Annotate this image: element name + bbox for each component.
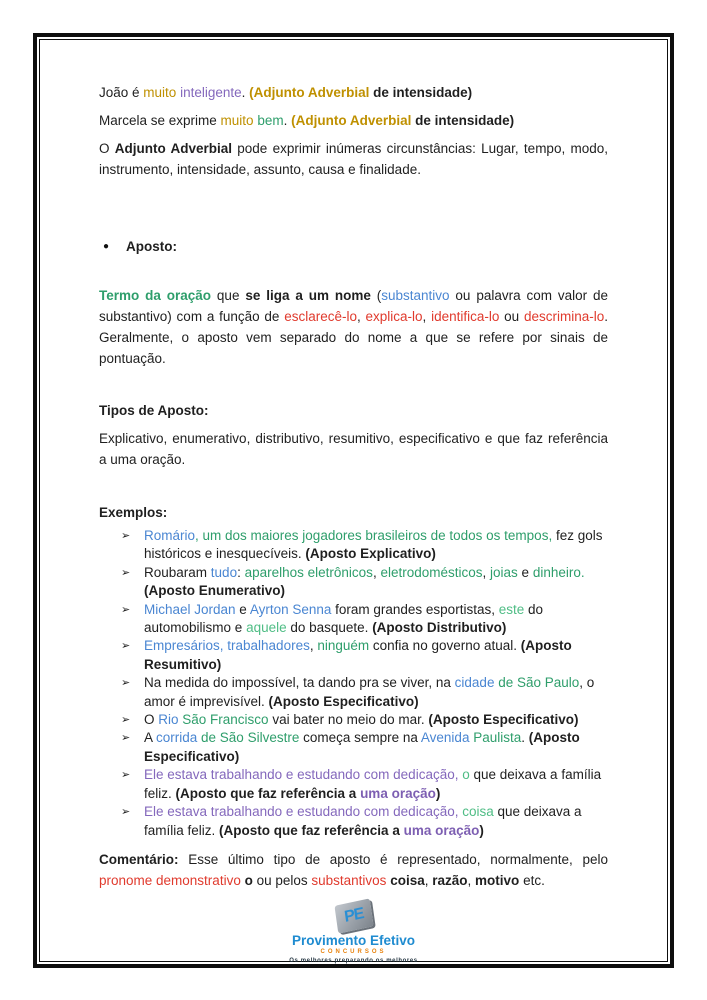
text-segment: . Geralmente, o aposto vem separado do nome a que se refere por sinais de pontuação. xyxy=(99,309,608,366)
text-segment: aquele xyxy=(246,620,287,636)
logo-brand-name: Provimento Efetivo xyxy=(291,932,416,948)
text-segment: ou pelos xyxy=(252,872,312,888)
text-segment: ou xyxy=(499,309,524,324)
text-segment: Esse último tipo de aposto é representado, normalmente, pelo xyxy=(178,851,608,867)
logo-subtitle: CONCURSOS xyxy=(320,948,387,955)
text-segment: Romário xyxy=(144,528,196,543)
text-segment: (Aposto Enumerativo) xyxy=(144,583,286,599)
text-segment: eletrodomésticos xyxy=(380,564,483,580)
text-segment: (Aposto que faz referência a xyxy=(219,822,404,838)
arrow-bullet-icon: ➢ xyxy=(121,714,131,727)
text-segment: que deixava a família feliz. xyxy=(144,767,602,801)
text-segment: dinheiro. xyxy=(532,564,585,580)
example-text xyxy=(144,527,608,564)
text-segment: (Adjunto Adverbial xyxy=(249,85,370,100)
text-segment: São Francisco xyxy=(178,712,269,728)
text-segment: Rio xyxy=(158,712,179,728)
text-segment: este xyxy=(498,601,525,617)
text-segment: de intensidade) xyxy=(411,113,515,128)
text-segment: Avenida xyxy=(420,730,470,746)
text-segment: esclarecê-lo xyxy=(284,309,357,324)
text-segment: fez gols históricos e inesquecíveis. xyxy=(144,528,603,562)
arrow-bullet-icon: ➢ xyxy=(121,806,131,819)
arrow-bullet-icon: ➢ xyxy=(121,566,131,579)
text-segment: pronome demonstrativo xyxy=(99,872,241,888)
text-segment: (Aposto Resumitivo) xyxy=(144,638,572,672)
text-segment: , xyxy=(467,872,476,888)
text-segment: coisa xyxy=(390,872,425,888)
text-segment: de São Silvestre xyxy=(197,730,300,746)
text-segment: joias xyxy=(490,564,518,580)
examples-list xyxy=(99,527,608,840)
paragraph-joao xyxy=(99,82,608,103)
arrow-bullet-icon: ➢ xyxy=(121,530,131,542)
text-segment: coisa xyxy=(462,804,494,820)
heading-exemplos: Exemplos: xyxy=(99,505,168,520)
text-segment: etc. xyxy=(519,872,545,888)
text-segment: explica-lo xyxy=(365,309,423,324)
text-segment: tudo xyxy=(210,564,238,580)
example-text xyxy=(144,766,608,803)
text-segment: motivo xyxy=(475,872,520,888)
text-segment: : xyxy=(237,564,245,580)
text-segment: Roubaram xyxy=(144,564,211,580)
text-segment: Termo da oração xyxy=(99,288,212,303)
text-segment: confia no governo atual. xyxy=(369,638,521,654)
example-list-item xyxy=(121,564,608,601)
example-list-item xyxy=(121,803,608,840)
text-segment: e xyxy=(235,601,250,617)
text-segment: (Aposto Especificativo) xyxy=(268,693,419,709)
example-list-item xyxy=(121,711,608,729)
text-segment: bem xyxy=(257,113,284,128)
text-segment: razão xyxy=(432,872,468,888)
text-segment: o xyxy=(462,767,470,783)
text-segment: A xyxy=(144,730,157,746)
text-segment: Ayrton Senna xyxy=(249,601,332,617)
text-segment: . xyxy=(521,730,529,746)
example-text xyxy=(144,637,608,674)
text-segment: , xyxy=(356,309,366,324)
text-segment: muito xyxy=(220,113,254,128)
example-list-item xyxy=(121,674,608,711)
text-segment: (Aposto que faz referência a xyxy=(175,785,361,801)
example-text xyxy=(144,803,608,840)
text-segment: Explicativo, enumerativo, distributivo, resumitivo, especificativo e que faz referência a uma oração. xyxy=(99,431,608,467)
example-list-item xyxy=(121,729,608,766)
text-segment: Michael Jordan xyxy=(144,601,236,617)
text-segment: de intensidade) xyxy=(369,85,473,100)
paragraph-tipos-lista xyxy=(99,428,608,470)
arrow-bullet-icon: ➢ xyxy=(121,603,131,616)
text-segment: Na medida do impossível, ta dando pra se viver, na xyxy=(144,675,455,691)
arrow-bullet-icon: ➢ xyxy=(121,769,131,782)
text-segment: do basquete. xyxy=(286,620,373,636)
text-segment: ou palavra com valor de substantivo) com a função de xyxy=(99,288,608,324)
example-list-item xyxy=(121,766,608,803)
text-segment: corrida xyxy=(156,730,198,746)
text-segment: de São Paulo xyxy=(494,675,580,691)
text-segment: se liga a um nome xyxy=(245,288,371,303)
paragraph-adjunto-adverbial xyxy=(99,138,608,180)
text-segment: substantivo xyxy=(381,288,450,303)
text-segment: João é xyxy=(99,85,144,100)
text-segment: do automobilismo e xyxy=(144,601,544,636)
text-segment: . xyxy=(283,113,292,128)
example-list-item xyxy=(121,637,608,674)
text-segment: descrimina-lo xyxy=(523,309,605,324)
text-segment: uma oração xyxy=(360,785,436,801)
text-segment: Adjunto Adverbial xyxy=(114,141,233,156)
text-segment: O xyxy=(144,712,159,728)
text-segment: (Aposto Especificativo) xyxy=(428,712,579,728)
text-segment: uma oração xyxy=(403,822,480,838)
example-text xyxy=(144,601,608,638)
text-segment: . xyxy=(241,85,250,100)
text-segment: começa sempre na xyxy=(299,730,421,746)
heading-tipos-de-aposto: Tipos de Aposto: xyxy=(99,403,209,418)
paragraph-termo-da-oracao xyxy=(99,285,608,369)
text-segment: ninguém xyxy=(317,638,370,654)
example-text xyxy=(144,729,608,766)
text-segment: aparelhos eletrônicos xyxy=(244,564,373,580)
bullet-dot-icon: ● xyxy=(103,241,110,252)
arrow-bullet-icon: ➢ xyxy=(121,640,131,653)
paragraph-comentario xyxy=(99,849,608,891)
text-segment: O xyxy=(99,141,115,156)
example-text xyxy=(144,564,608,601)
text-segment: , o amor é imprevisível. xyxy=(144,675,595,709)
text-segment: que deixava a família feliz. xyxy=(144,804,582,838)
page-inner-border xyxy=(39,39,668,962)
text-segment: que xyxy=(211,288,246,303)
text-segment: , xyxy=(482,564,491,580)
text-segment: ) xyxy=(479,822,484,838)
text-segment: (Aposto Especificativo) xyxy=(144,730,580,764)
text-segment: Marcela se exprime xyxy=(99,113,221,128)
text-segment: substantivos xyxy=(311,872,387,888)
text-segment: Empresários, trabalhadores xyxy=(144,638,310,654)
logo-pe-cube-icon xyxy=(334,898,373,933)
text-segment: , xyxy=(424,872,433,888)
example-list-item xyxy=(121,601,608,638)
example-list-item xyxy=(121,527,608,564)
text-segment: (Aposto Distributivo) xyxy=(372,620,507,636)
bullet-aposto-label: Aposto: xyxy=(126,239,177,254)
text-segment: identifica-lo xyxy=(431,309,500,324)
text-segment: e xyxy=(517,564,533,580)
page-content xyxy=(40,40,667,964)
text-segment: inteligente xyxy=(180,85,242,100)
text-segment: o xyxy=(244,872,253,888)
text-segment: , um dos maiores jogadores brasileiros de todos os tempos, xyxy=(195,528,553,543)
example-text xyxy=(144,674,608,711)
text-segment: cidade xyxy=(454,675,495,691)
arrow-bullet-icon: ➢ xyxy=(121,732,131,745)
text-segment: Ele estava trabalhando e estudando com dedicação, xyxy=(144,804,463,820)
text-segment: muito xyxy=(143,85,177,100)
provimento-efetivo-logo xyxy=(99,902,608,965)
text-segment: Paulista xyxy=(469,730,522,746)
text-segment: , xyxy=(422,309,432,324)
example-text xyxy=(144,711,608,729)
text-segment: foram grandes esportistas, xyxy=(331,601,499,617)
logo-pe-letters: PE xyxy=(342,904,365,926)
bullet-aposto xyxy=(99,236,608,257)
text-segment: , xyxy=(309,638,318,654)
text-segment: (Adjunto Adverbial xyxy=(291,113,412,128)
page-border-frame xyxy=(33,33,674,968)
paragraph-marcela xyxy=(99,110,608,131)
text-segment: ) xyxy=(435,785,441,801)
arrow-bullet-icon: ➢ xyxy=(121,677,131,690)
text-segment: Comentário: xyxy=(99,851,179,867)
text-segment: , xyxy=(372,564,381,580)
logo-tagline: Os melhores preparando os melhores xyxy=(289,957,418,964)
text-segment: ( xyxy=(370,288,382,303)
text-segment: (Aposto Explicativo) xyxy=(305,546,436,562)
text-segment: pode exprimir inúmeras circunstâncias: Lugar, tempo, modo, instrumento, intensidade, assunto, causa e finalidade. xyxy=(99,141,608,177)
text-segment: vai bater no meio do mar. xyxy=(268,712,429,728)
text-segment: Ele estava trabalhando e estudando com dedicação, xyxy=(144,767,463,783)
